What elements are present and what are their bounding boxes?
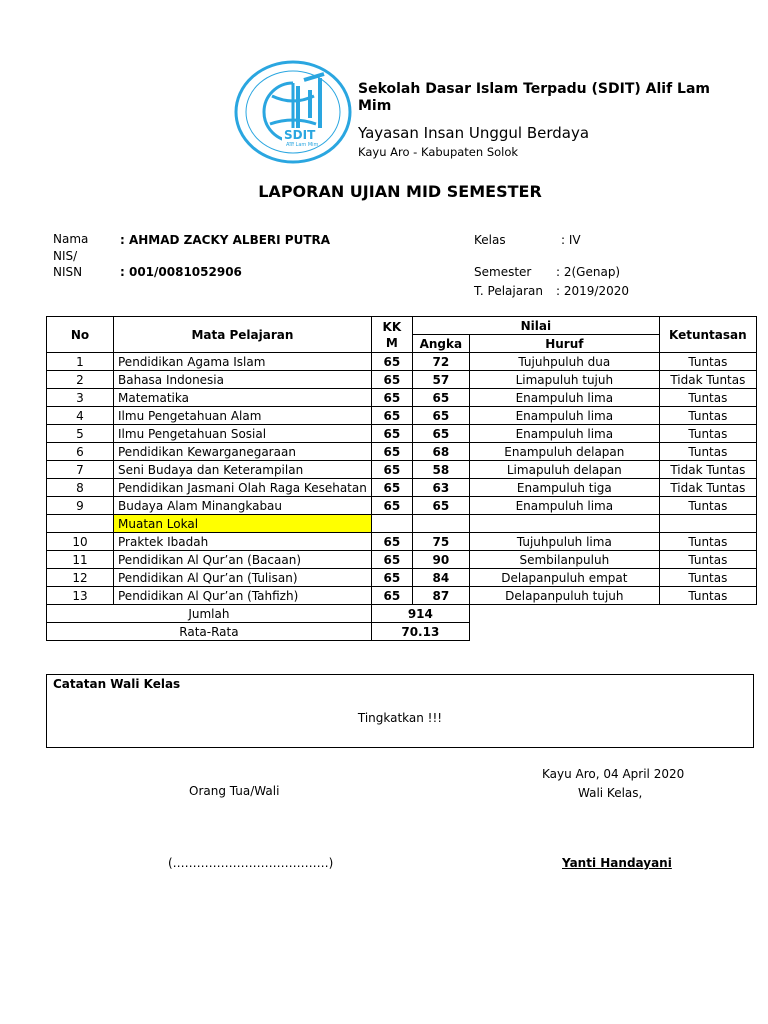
average-row-label: Rata-Rata: [47, 623, 372, 641]
header-nilai: Nilai: [412, 317, 659, 335]
cell-huruf: Delapanpuluh empat: [469, 569, 659, 587]
total-row-label: Jumlah: [47, 605, 372, 623]
cell-huruf: Limapuluh tujuh: [469, 371, 659, 389]
cell-angka: 57: [412, 371, 469, 389]
cell-angka: 63: [412, 479, 469, 497]
cell-huruf: Tujuhpuluh dua: [469, 353, 659, 371]
cell-huruf: Tujuhpuluh lima: [469, 533, 659, 551]
table-row: [47, 353, 757, 371]
cell-no: 8: [47, 479, 114, 497]
cell-kkm: 65: [371, 551, 412, 569]
cell-no: 4: [47, 407, 114, 425]
nis-value: : 001/0081052906: [120, 265, 242, 279]
cell-no: 1: [47, 353, 114, 371]
cell-kkm: 65: [371, 479, 412, 497]
table-row: [47, 443, 757, 461]
teacher-name: Yanti Handayani: [562, 856, 672, 870]
nis-label: NIS/: [53, 249, 78, 263]
cell-subject: Bahasa Indonesia: [114, 371, 372, 389]
cell-subject: Pendidikan Al Qur’an (Tahfizh): [114, 587, 372, 605]
class-label: Kelas: [474, 233, 506, 247]
cell-kkm: 65: [371, 461, 412, 479]
grades-table: [46, 316, 757, 641]
cell-kkm: 65: [371, 497, 412, 515]
cell-status: Tuntas: [659, 425, 756, 443]
cell-no: 13: [47, 587, 114, 605]
teacher-notes-box: [46, 674, 754, 748]
table-row: [47, 371, 757, 389]
empty-cell: [659, 515, 756, 533]
cell-angka: 68: [412, 443, 469, 461]
average-row-value: 70.13: [371, 623, 469, 641]
header-no: No: [47, 317, 114, 353]
cell-angka: 65: [412, 497, 469, 515]
cell-status: Tuntas: [659, 551, 756, 569]
notes-title: Catatan Wali Kelas: [53, 677, 181, 691]
name-value: : AHMAD ZACKY ALBERI PUTRA: [120, 233, 331, 247]
cell-kkm: 65: [371, 389, 412, 407]
cell-status: Tidak Tuntas: [659, 371, 756, 389]
cell-subject: Ilmu Pengetahuan Alam: [114, 407, 372, 425]
cell-status: Tuntas: [659, 353, 756, 371]
local-section-row: [47, 515, 757, 533]
cell-kkm: 65: [371, 407, 412, 425]
cell-subject: Pendidikan Jasmani Olah Raga Kesehatan: [114, 479, 372, 497]
table-row: [47, 389, 757, 407]
cell-huruf: Enampuluh lima: [469, 425, 659, 443]
report-title: LAPORAN UJIAN MID SEMESTER: [258, 182, 542, 201]
empty-cell: [47, 515, 114, 533]
cell-kkm: 65: [371, 533, 412, 551]
nisn-label: NISN: [53, 265, 83, 279]
cell-kkm: 65: [371, 353, 412, 371]
cell-angka: 72: [412, 353, 469, 371]
cell-angka: 90: [412, 551, 469, 569]
spacer-cell: [469, 623, 756, 641]
cell-no: 2: [47, 371, 114, 389]
cell-status: Tuntas: [659, 569, 756, 587]
cell-angka: 75: [412, 533, 469, 551]
table-row: [47, 461, 757, 479]
header-subject: Mata Pelajaran: [114, 317, 372, 353]
name-label: Nama: [53, 232, 89, 246]
cell-subject: Pendidikan Kewarganegaraan: [114, 443, 372, 461]
cell-angka: 58: [412, 461, 469, 479]
table-row: [47, 551, 757, 569]
cell-kkm: 65: [371, 569, 412, 587]
cell-subject: Praktek Ibadah: [114, 533, 372, 551]
table-row: [47, 479, 757, 497]
notes-text: Tingkatkan !!!: [357, 711, 443, 725]
cell-no: 3: [47, 389, 114, 407]
header-ketuntasan: Ketuntasan: [659, 317, 756, 353]
table-row: [47, 497, 757, 515]
empty-cell: [371, 515, 412, 533]
cell-kkm: 65: [371, 443, 412, 461]
cell-kkm: 65: [371, 587, 412, 605]
cell-subject: Pendidikan Al Qur’an (Bacaan): [114, 551, 372, 569]
cell-angka: 84: [412, 569, 469, 587]
parent-role: Orang Tua/Wali: [189, 784, 280, 798]
header-huruf: Huruf: [469, 335, 659, 353]
school-logo: [234, 60, 352, 164]
empty-cell: [469, 515, 659, 533]
header-kkm-line1: KK: [382, 319, 402, 334]
table-row: [47, 533, 757, 551]
cell-angka: 65: [412, 389, 469, 407]
cell-status: Tuntas: [659, 587, 756, 605]
table-row: [47, 587, 757, 605]
cell-subject: Seni Budaya dan Keterampilan: [114, 461, 372, 479]
cell-huruf: Enampuluh tiga: [469, 479, 659, 497]
cell-huruf: Enampuluh lima: [469, 407, 659, 425]
spacer-cell: [469, 605, 756, 623]
parent-signature-blank: (…………………………………): [168, 856, 334, 870]
school-location: Kayu Aro - Kabupaten Solok: [358, 145, 519, 159]
cell-status: Tuntas: [659, 533, 756, 551]
cell-status: Tuntas: [659, 443, 756, 461]
cell-no: 5: [47, 425, 114, 443]
cell-kkm: 65: [371, 425, 412, 443]
cell-huruf: Sembilanpuluh: [469, 551, 659, 569]
cell-subject: Matematika: [114, 389, 372, 407]
table-row: [47, 425, 757, 443]
cell-no: 11: [47, 551, 114, 569]
cell-subject: Ilmu Pengetahuan Sosial: [114, 425, 372, 443]
table-header-row: [47, 317, 757, 335]
table-row: [47, 569, 757, 587]
cell-huruf: Enampuluh delapan: [469, 443, 659, 461]
table-row: [47, 407, 757, 425]
empty-cell: [412, 515, 469, 533]
total-row: [47, 605, 757, 623]
cell-status: Tuntas: [659, 497, 756, 515]
signature-date: Kayu Aro, 04 April 2020: [542, 767, 685, 781]
cell-huruf: Enampuluh lima: [469, 389, 659, 407]
class-value: : IV: [561, 233, 581, 247]
foundation-name: Yayasan Insan Unggul Berdaya: [358, 124, 590, 142]
cell-status: Tuntas: [659, 389, 756, 407]
cell-no: 6: [47, 443, 114, 461]
logo-text: SDIT: [284, 128, 316, 142]
cell-no: 10: [47, 533, 114, 551]
header-kkm-line2: M: [385, 335, 398, 350]
header-angka: Angka: [412, 335, 469, 353]
school-name: Sekolah Dasar Islam Terpadu (SDIT) Alif Lam Mim: [358, 81, 711, 114]
cell-status: Tidak Tuntas: [659, 461, 756, 479]
semester-label: Semester: [474, 265, 532, 279]
header-kkm: [371, 317, 412, 353]
total-row-value: 914: [371, 605, 469, 623]
year-label: T. Pelajaran: [474, 284, 543, 298]
average-row: [47, 623, 757, 641]
cell-no: 7: [47, 461, 114, 479]
cell-kkm: 65: [371, 371, 412, 389]
cell-huruf: Delapanpuluh tujuh: [469, 587, 659, 605]
cell-subject: Pendidikan Agama Islam: [114, 353, 372, 371]
cell-angka: 65: [412, 425, 469, 443]
cell-huruf: Limapuluh delapan: [469, 461, 659, 479]
cell-no: 9: [47, 497, 114, 515]
cell-huruf: Enampuluh lima: [469, 497, 659, 515]
teacher-role: Wali Kelas,: [578, 786, 643, 800]
logo-subtitle: Alif Lam Mim: [286, 142, 319, 148]
cell-subject: Budaya Alam Minangkabau: [114, 497, 372, 515]
local-section-label: Muatan Lokal: [114, 515, 372, 533]
cell-status: Tidak Tuntas: [659, 479, 756, 497]
cell-angka: 87: [412, 587, 469, 605]
cell-status: Tuntas: [659, 407, 756, 425]
year-value: : 2019/2020: [556, 284, 629, 298]
semester-value: : 2(Genap): [556, 265, 621, 279]
cell-no: 12: [47, 569, 114, 587]
cell-angka: 65: [412, 407, 469, 425]
cell-subject: Pendidikan Al Qur’an (Tulisan): [114, 569, 372, 587]
